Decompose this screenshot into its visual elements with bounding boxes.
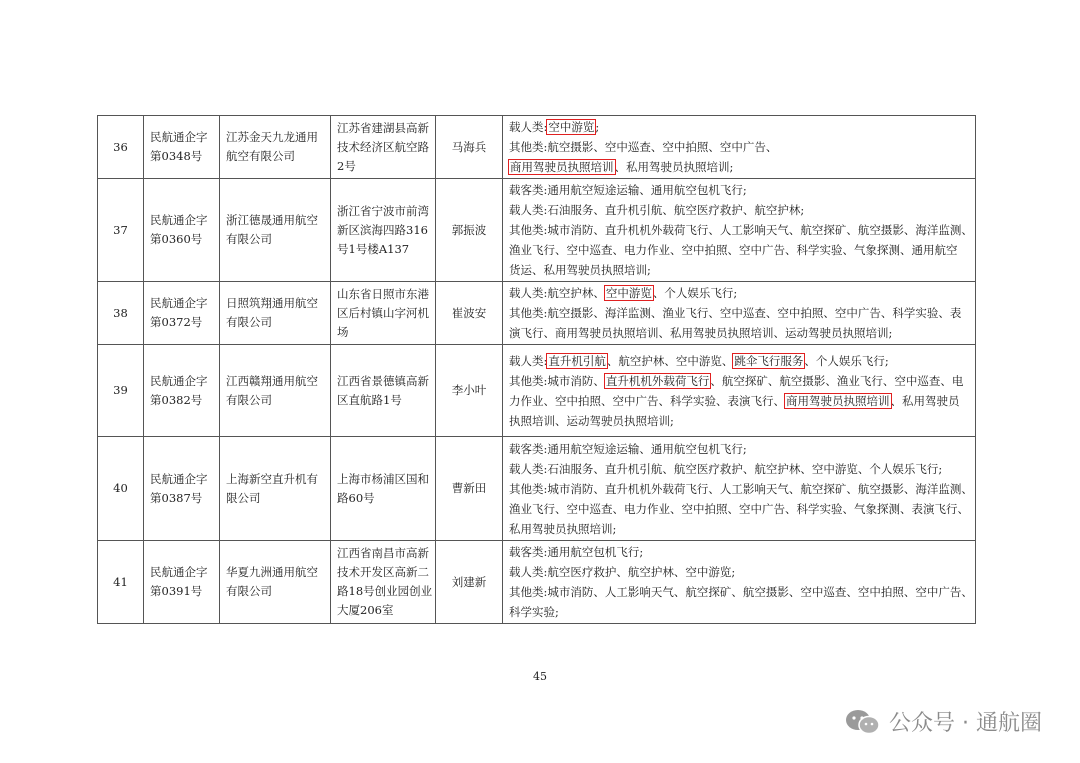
cell-line: 江苏金天九龙通用	[226, 130, 318, 144]
scope-line	[509, 180, 969, 200]
certificate-number	[144, 116, 220, 179]
scope-line	[509, 240, 969, 260]
cell-line: 限公司	[226, 490, 261, 505]
cell-line: 路18号创业园创业	[337, 584, 433, 598]
row-number: 38	[98, 282, 144, 345]
company-name	[220, 345, 331, 437]
company-address	[331, 116, 436, 179]
cell-line: 第0348号	[150, 149, 203, 163]
legal-representative: 李小叶	[436, 345, 503, 437]
scope-line	[509, 562, 969, 582]
cell-line: 路60号	[337, 490, 375, 505]
cell-line: 新区滨海四路316	[337, 222, 428, 237]
scope-text: 、个人娱乐飞行;	[804, 353, 889, 368]
scope-line	[509, 137, 969, 157]
scope-line	[509, 157, 969, 177]
cell-line: 航空有限公司	[226, 149, 295, 163]
table-row	[98, 541, 976, 624]
scope-text: 载人类:航空医疗救护、航空护林、空中游览;	[509, 565, 736, 579]
scope-text: 、航空探矿、航空摄影、渔业飞行、空中巡查、电	[710, 373, 964, 388]
company-name	[220, 282, 331, 345]
cell-line: 浙江省宁波市前湾	[337, 203, 429, 218]
scope-text: 载客类:通用航空包机飞行;	[509, 545, 644, 559]
company-address	[331, 541, 436, 624]
row-number: 37	[98, 179, 144, 282]
row-number: 39	[98, 345, 144, 437]
scope-text: 载人类:	[509, 120, 548, 134]
scope-text: 渔业飞行、空中巡查、电力作业、空中拍照、空中广告、科学实验、气象探测、表演飞行、	[509, 501, 969, 516]
cell-line: 山东省日照市东港	[337, 286, 429, 301]
highlighted-item: 商用驾驶员执照培训	[786, 393, 890, 408]
cell-line: 浙江德晟通用航空	[226, 213, 318, 227]
cell-line: 上海市杨浦区国和	[337, 471, 429, 486]
legal-representative: 郭振波	[436, 179, 503, 282]
company-address	[331, 437, 436, 541]
scope-line	[509, 479, 973, 499]
cell-line: 号1号楼A137	[337, 241, 410, 256]
row-number: 36	[98, 116, 144, 179]
cell-line: 技术经济区航空路	[337, 139, 429, 154]
license-table	[97, 115, 976, 624]
business-scope	[503, 282, 976, 345]
scope-line	[509, 411, 969, 431]
row-number: 40	[98, 437, 144, 541]
cell-line: 有限公司	[226, 392, 272, 407]
scope-text: 渔业飞行、空中巡查、电力作业、空中拍照、空中广告、科学实验、气象探测、通用航空	[509, 243, 958, 257]
cell-line: 民航通企字	[150, 565, 208, 579]
scope-text: 科学实验;	[509, 605, 559, 619]
table-row	[98, 282, 976, 345]
cell-line: 区直航路1号	[337, 392, 402, 407]
cell-line: 民航通企字	[150, 373, 208, 388]
scope-text: 、航空护林、空中游览、	[606, 353, 734, 368]
certificate-number	[144, 541, 220, 624]
scope-text: ;	[595, 120, 600, 134]
scope-line	[509, 391, 969, 411]
scope-text: 载客类:通用航空短途运输、通用航空包机飞行;	[509, 441, 747, 456]
business-scope	[503, 437, 976, 541]
certificate-number	[144, 437, 220, 541]
highlighted-item: 空中游览	[548, 120, 595, 134]
cell-line: 区后村镇山字河机	[337, 305, 429, 320]
highlighted-item: 直升机引航	[548, 353, 606, 368]
legal-representative: 刘建新	[436, 541, 503, 624]
watermark	[845, 706, 1042, 737]
cell-line: 有限公司	[226, 584, 272, 598]
cell-line: 技术开发区高新二	[337, 565, 429, 579]
scope-text: 其他类:城市消防、	[509, 373, 605, 388]
scope-line	[509, 260, 969, 280]
page-number: 45	[533, 670, 547, 683]
scope-text: 其他类:城市消防、人工影响天气、航空探矿、航空摄影、空中巡查、空中拍照、空中广告、	[509, 585, 973, 599]
company-address	[331, 179, 436, 282]
company-name	[220, 116, 331, 179]
cell-line: 华夏九洲通用航空	[226, 565, 318, 579]
scope-line	[509, 459, 969, 479]
scope-text: 力作业、空中拍照、空中广告、科学实验、表演飞行、	[509, 393, 785, 408]
row-number: 41	[98, 541, 144, 624]
scope-text: 其他类:城市消防、直升机机外载荷飞行、人工影响天气、航空探矿、航空摄影、海洋监测、	[509, 223, 973, 237]
business-scope	[503, 179, 976, 282]
scope-line	[509, 499, 969, 519]
watermark-text: 公众号 · 通航圈	[889, 711, 1042, 736]
scope-line	[509, 542, 969, 562]
scope-text: 载客类:通用航空短途运输、通用航空包机飞行;	[509, 183, 747, 197]
cell-line: 2号	[337, 158, 356, 173]
scope-line	[509, 351, 969, 371]
certificate-number	[144, 282, 220, 345]
highlighted-item: 直升机机外载荷飞行	[605, 373, 710, 388]
company-address	[331, 282, 436, 345]
scope-text: 其他类:城市消防、直升机机外载荷飞行、人工影响天气、航空探矿、航空摄影、海洋监测、	[509, 481, 973, 496]
cell-line: 民航通企字	[150, 130, 208, 144]
scope-text: 其他类:航空摄影、空中巡查、空中拍照、空中广告、	[509, 140, 778, 154]
cell-line: 江西省景德镇高新	[337, 373, 429, 388]
cell-line: 第0382号	[150, 392, 203, 407]
scope-line	[509, 283, 969, 303]
scope-text: 执照培训、运动驾驶员执照培训;	[509, 413, 674, 428]
company-name	[220, 437, 331, 541]
business-scope	[503, 116, 976, 179]
cell-line: 第0391号	[150, 584, 203, 598]
cell-line: 江苏省建湖县高新	[337, 120, 429, 135]
cell-line: 日照筑翔通用航空	[226, 296, 318, 310]
scope-line	[509, 439, 969, 459]
scope-line	[509, 117, 969, 137]
scope-line	[509, 371, 969, 391]
company-address	[331, 345, 436, 437]
scope-line	[509, 519, 969, 539]
cell-line: 场	[337, 324, 349, 339]
scope-text: 载人类:航空护林、	[509, 286, 605, 300]
legal-representative: 马海兵	[436, 116, 503, 179]
certificate-number	[144, 345, 220, 437]
scope-line	[509, 200, 969, 220]
cell-line: 民航通企字	[150, 213, 208, 227]
wechat-icon	[845, 708, 881, 736]
cell-line: 民航通企字	[150, 471, 208, 486]
cell-line: 大厦206室	[337, 603, 394, 617]
scope-text: 载人类:石油服务、直升机引航、航空医疗救护、航空护林;	[509, 203, 805, 217]
scope-text: 、私用驾驶员执照培训;	[614, 160, 734, 174]
scope-text: 载人类:石油服务、直升机引航、航空医疗救护、航空护林、空中游览、个人娱乐飞行;	[509, 461, 943, 476]
scope-text: 、私用驾驶员	[890, 393, 960, 408]
legal-representative: 曹新田	[436, 437, 503, 541]
cell-line: 第0372号	[150, 315, 203, 329]
scope-text: 演飞行、商用驾驶员执照培训、私用驾驶员执照培训、运动驾驶员执照培训;	[509, 326, 893, 340]
table-row	[98, 345, 976, 437]
cell-line: 第0360号	[150, 232, 203, 246]
scope-text: 其他类:航空摄影、海洋监测、渔业飞行、空中巡查、空中拍照、空中广告、科学实验、表	[509, 306, 962, 320]
company-name	[220, 179, 331, 282]
table-row	[98, 179, 976, 282]
certificate-number	[144, 179, 220, 282]
cell-line: 上海新空直升机有	[226, 471, 318, 486]
highlighted-item: 商用驾驶员执照培训	[510, 160, 614, 174]
scope-text: 载人类:	[509, 353, 548, 368]
scope-line	[509, 303, 969, 323]
scope-line	[509, 602, 969, 622]
scope-line	[509, 582, 973, 602]
business-scope	[503, 345, 976, 437]
scope-line	[509, 323, 969, 343]
cell-line: 有限公司	[226, 232, 272, 246]
cell-line: 第0387号	[150, 490, 203, 505]
scope-text: 私用驾驶员执照培训;	[509, 521, 617, 536]
table-row	[98, 437, 976, 541]
cell-line: 民航通企字	[150, 296, 208, 310]
company-name	[220, 541, 331, 624]
scope-text: 、个人娱乐飞行;	[652, 286, 738, 300]
cell-line: 江西省南昌市高新	[337, 546, 429, 560]
highlighted-item: 空中游览	[605, 286, 652, 300]
legal-representative: 崔波安	[436, 282, 503, 345]
scope-line	[509, 220, 973, 240]
scope-text: 货运、私用驾驶员执照培训;	[509, 263, 651, 277]
business-scope	[503, 541, 976, 624]
highlighted-item: 跳伞飞行服务	[734, 353, 804, 368]
table-row	[98, 116, 976, 179]
cell-line: 江西赣翔通用航空	[226, 373, 318, 388]
cell-line: 有限公司	[226, 315, 272, 329]
